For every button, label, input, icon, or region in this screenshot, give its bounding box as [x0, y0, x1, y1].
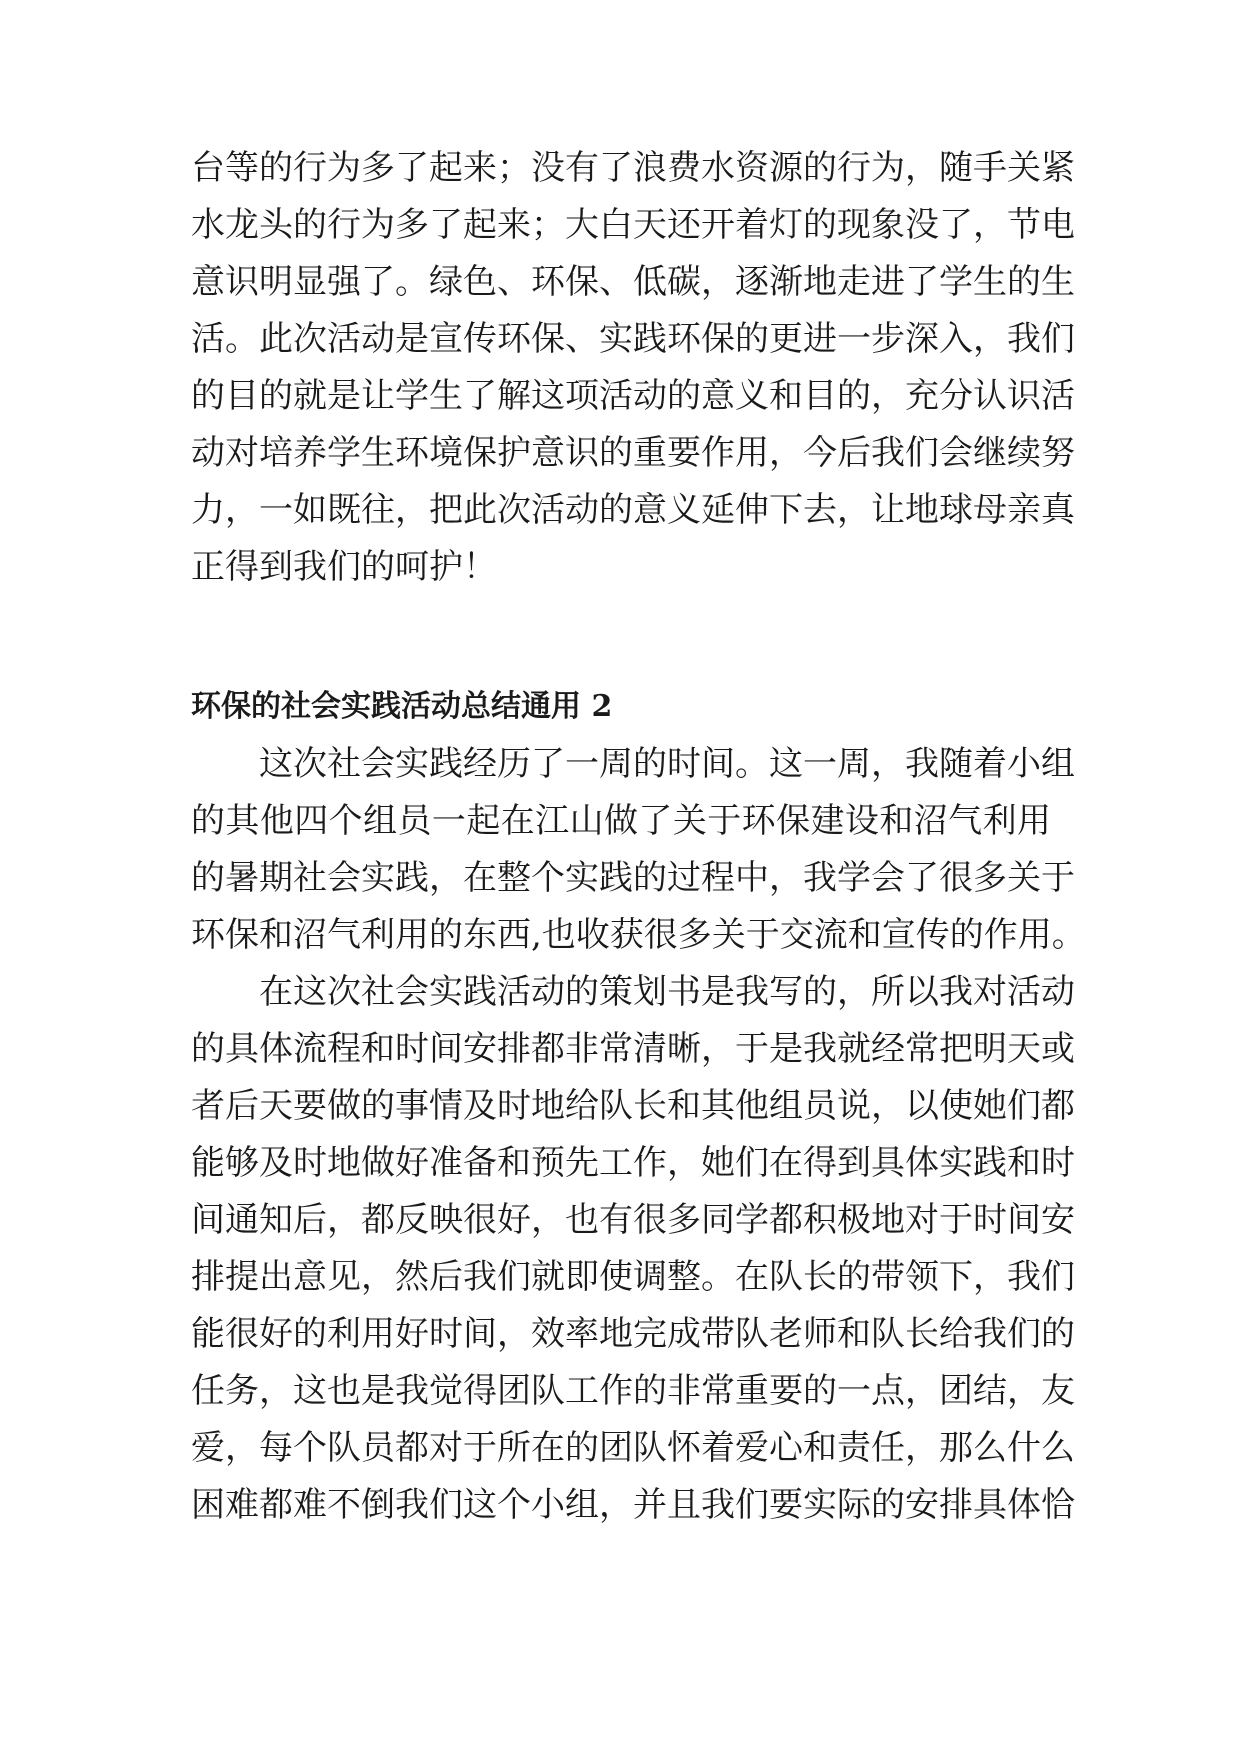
paragraph-line: 动对培养学生环境保护意识的重要作用，今后我们会继续努	[191, 433, 1075, 473]
paragraph-line: 这次社会实践经历了一周的时间。这一周，我随着小组	[259, 744, 1075, 784]
paragraph-line: 者后天要做的事情及时地给队长和其他组员说，以使她们都	[191, 1086, 1075, 1126]
paragraph-line: 环保和沼气利用的东西,也收获很多关于交流和宣传的作用。	[191, 915, 1086, 955]
paragraph-line: 台等的行为多了起来；没有了浪费水资源的行为，随手关紧	[191, 148, 1075, 188]
paragraph-line: 间通知后，都反映很好，也有很多同学都积极地对于时间安	[191, 1200, 1075, 1240]
paragraph-line: 的目的就是让学生了解这项活动的意义和目的，充分认识活	[191, 376, 1075, 416]
paragraph-line: 任务，这也是我觉得团队工作的非常重要的一点，团结，友	[191, 1371, 1075, 1411]
paragraph-line: 的具体流程和时间安排都非常清晰，于是我就经常把明天或	[191, 1029, 1075, 1069]
section-heading: 环保的社会实践活动总结通用 2	[191, 689, 613, 724]
paragraph-line: 力，一如既往，把此次活动的意义延伸下去，让地球母亲真	[191, 490, 1075, 530]
paragraph-line: 正得到我们的呵护！	[191, 547, 497, 587]
paragraph-line: 能很好的利用好时间，效率地完成带队老师和队长给我们的	[191, 1314, 1075, 1354]
paragraph-line: 能够及时地做好准备和预先工作，她们在得到具体实践和时	[191, 1143, 1075, 1183]
paragraph-line: 的其他四个组员一起在江山做了关于环保建设和沼气利用	[191, 801, 1051, 841]
paragraph-line: 困难都难不倒我们这个小组，并且我们要实际的安排具体恰	[191, 1485, 1075, 1525]
paragraph-line: 意识明显强了。绿色、环保、低碳，逐渐地走进了学生的生	[191, 262, 1075, 302]
paragraph-line: 在这次社会实践活动的策划书是我写的，所以我对活动	[259, 972, 1075, 1012]
paragraph-line: 爱，每个队员都对于所在的团队怀着爱心和责任，那么什么	[191, 1428, 1075, 1468]
paragraph-line: 活。此次活动是宣传环保、实践环保的更进一步深入，我们	[191, 319, 1075, 359]
paragraph-line: 水龙头的行为多了起来；大白天还开着灯的现象没了，节电	[191, 205, 1075, 245]
paragraph-line: 的暑期社会实践，在整个实践的过程中，我学会了很多关于	[191, 858, 1075, 898]
paragraph-line: 排提出意见，然后我们就即使调整。在队长的带领下，我们	[191, 1257, 1075, 1297]
